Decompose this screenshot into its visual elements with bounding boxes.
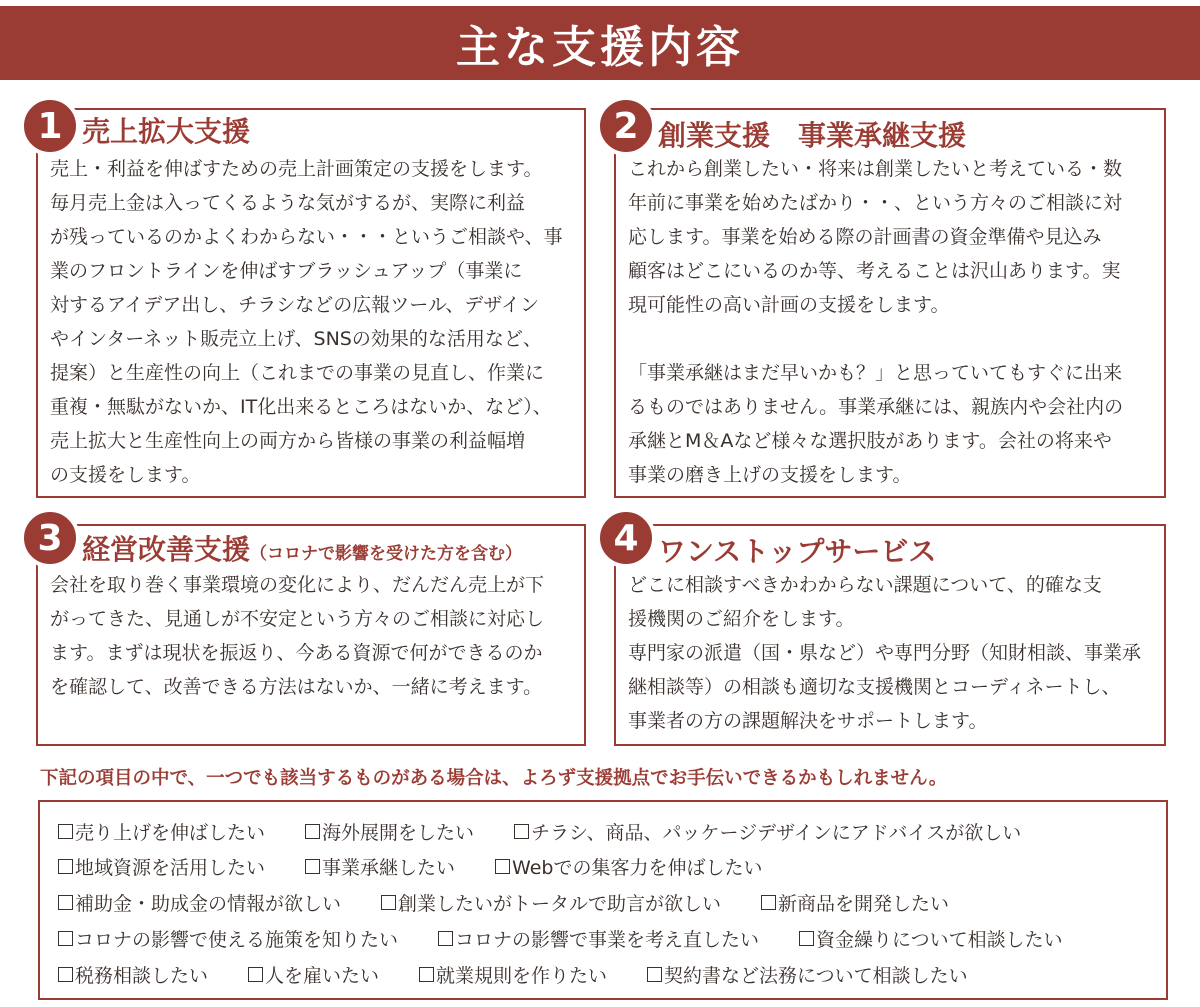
checklist-item[interactable] [495, 853, 762, 880]
section-body: これから創業したい・将来は創業したいと考えている・数 年前に事業を始めたばかり・・、という方々のご相談に対 応します。事業を始める際の計画書の資金準備や見込み 顧客はどこにいるのか等、考えることは沢山あります。実 現可能性の高い計画の支援をします。 「事業承継はまだ早いかも？」と思っていてもすぐに出来 るものではありません。事業承継には、親族内や会社内の 承継とM＆Aなど様々な選択肢があります。会社の将来や 事業の磨き上げの支援をします。 [628, 158, 1124, 486]
section-title-text: 売上拡大支援 [82, 115, 251, 148]
section-body: どこに相談すべきかわからない課題について、的確な支 援機関のご紹介をします。 専門家の派遣（国・県など）や専門分野（知財相談、事業承 継相談等）の相談も適切な支援機関とコーディネートし、 事業者の方の課題解決をサポートします。 [628, 574, 1142, 732]
section-title [76, 110, 256, 150]
section-title-text: 創業支援 事業承継支援 [658, 119, 967, 152]
section-title [652, 530, 942, 570]
checklist-label: 人を雇いたい [265, 965, 380, 987]
checklist-row [58, 925, 1103, 952]
checkbox-icon[interactable] [58, 895, 73, 910]
checkbox-icon[interactable] [761, 895, 776, 910]
checklist-label: チラシ、商品、パッケージデザインにアドバイスが欲しい [531, 822, 1022, 844]
number-badge: 3 [20, 508, 80, 568]
checklist-item[interactable] [58, 889, 341, 916]
checklist-label: コロナの影響で使える施策を知りたい [75, 929, 399, 951]
checklist-item[interactable] [799, 925, 1063, 952]
section-title [76, 528, 528, 568]
checkbox-icon[interactable] [248, 967, 263, 982]
checklist-item[interactable] [419, 961, 607, 988]
checklist-label: Webでの集客力を伸ばしたい [512, 857, 763, 879]
number-badge: 4 [596, 508, 656, 568]
checklist-row [58, 889, 989, 916]
checklist-item[interactable] [58, 818, 265, 845]
checklist-label: 海外展開をしたい [322, 822, 475, 844]
checklist-label: 資金繰りについて相談したい [816, 929, 1063, 951]
checklist-box [38, 800, 1168, 1000]
checklist-label: コロナの影響で事業を考え直したい [455, 929, 760, 951]
checklist-label: 地域資源を活用したい [75, 857, 266, 879]
checklist-label: 売り上げを伸ばしたい [75, 822, 266, 844]
checklist-label: 税務相談したい [75, 965, 209, 987]
checklist-item[interactable] [58, 925, 398, 952]
checklist-row [58, 818, 1061, 845]
checklist-label: 補助金・助成金の情報が欲しい [75, 893, 342, 915]
checklist-item[interactable] [514, 818, 1021, 845]
section-title-text: ワンストップサービス [658, 535, 937, 568]
checklist-row [58, 853, 802, 880]
checkbox-icon[interactable] [58, 824, 73, 839]
section-body: 会社を取り巻く事業環境の変化により、だんだん売上が下 がってきた、見通しが不安定という方々のご相談に対応し ます。まずは現状を振返り、今ある資源で何ができるのか を確認して、改善できる方法はないか、一緒に考えます。 [50, 574, 545, 698]
section-box-startup [614, 108, 1166, 498]
section-title [652, 114, 972, 154]
checkbox-icon[interactable] [495, 859, 510, 874]
checkbox-icon[interactable] [419, 967, 434, 982]
checklist-item[interactable] [248, 961, 379, 988]
checkbox-icon[interactable] [305, 824, 320, 839]
checkbox-icon[interactable] [58, 859, 73, 874]
checkbox-icon[interactable] [381, 895, 396, 910]
checklist-label: 契約書など法務について相談したい [664, 965, 968, 987]
checklist-label: 就業規則を作りたい [436, 965, 608, 987]
section-subtitle: （コロナで影響を受けた方を含む） [250, 544, 523, 564]
checklist-label: 創業したいがトータルで助言が欲しい [398, 893, 722, 915]
checklist-label: 事業承継したい [322, 857, 456, 879]
checkbox-icon[interactable] [305, 859, 320, 874]
checklist-item[interactable] [58, 853, 265, 880]
checkbox-icon[interactable] [438, 931, 453, 946]
header-banner [0, 6, 1200, 80]
section-box-sales [36, 108, 586, 498]
number-badge: 1 [20, 96, 80, 156]
checklist-label: 新商品を開発したい [778, 893, 950, 915]
checklist-row [58, 961, 1008, 988]
number-badge: 2 [596, 96, 656, 156]
checklist-item[interactable] [647, 961, 968, 988]
section-body: 売上・利益を伸ばすための売上計画策定の支援をします。 毎月売上金は入ってくるような気がするが、実際に利益 が残っているのかよくわからない・・・というご相談や、事 業のフロントラインを伸ばすブラッシュアップ（事業に 対するアイデア出し、チラシなどの広報ツール、デザイン やインターネット販売立上げ、SNSの効果的な活用など、 提案）と生産性の向上（これまでの事業の見直し、作業に 重複・無駄がないか、IT化出来るところはないか、など）、 売上拡大と生産性向上の両方から皆様の事業の利益幅増 の支援をします。 [50, 158, 563, 486]
checklist-item[interactable] [58, 961, 208, 988]
checklist-item[interactable] [381, 889, 721, 916]
checklist-item[interactable] [438, 925, 759, 952]
checklist-item[interactable] [305, 818, 474, 845]
section-title-text: 経営改善支援 [82, 533, 251, 566]
page-title: 主な支援内容 [456, 22, 744, 73]
checkbox-icon[interactable] [647, 967, 662, 982]
checkbox-icon[interactable] [799, 931, 814, 946]
checkbox-icon[interactable] [58, 931, 73, 946]
checkbox-icon[interactable] [514, 824, 529, 839]
checklist-item[interactable] [305, 853, 455, 880]
checklist-note: 下記の項目の中で、一つでも該当するものがある場合は、よろず支援拠点でお手伝いできるかもしれません。 [40, 768, 948, 789]
checkbox-icon[interactable] [58, 967, 73, 982]
checklist-item[interactable] [761, 889, 949, 916]
